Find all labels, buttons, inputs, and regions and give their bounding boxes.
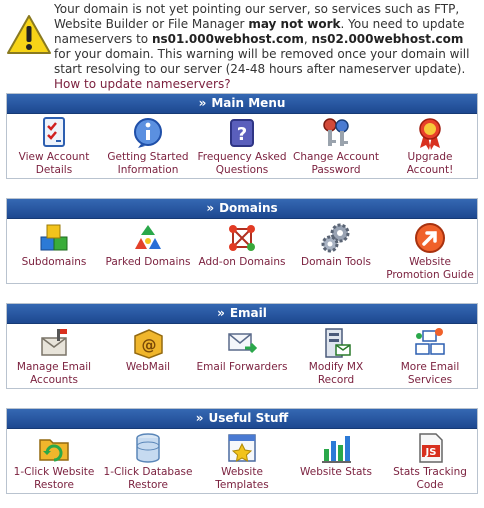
menu-item-label: Modify MX Record [308,361,364,386]
menu-item-manage-email-accounts[interactable] [7,324,101,390]
database-restore-icon [131,431,165,465]
svg-text:?: ? [236,124,248,145]
useful-stuff-items [7,429,477,495]
useful-stuff-header [7,409,477,429]
email-panel [6,303,478,389]
menu-item-upgrade-account[interactable] [383,114,477,180]
domains-items [7,219,477,285]
menu-item-parked-domains[interactable] [101,219,195,285]
menu-item-label: 1-Click Database Restore [103,466,193,491]
menu-item-stats-tracking-code[interactable] [383,429,477,495]
server-mail-icon [319,326,353,360]
menu-item-1-click-database-restore[interactable] [101,429,195,495]
svg-text:JS: JS [425,447,437,458]
warning-message [54,2,480,92]
double-chevron-icon: » [198,96,207,110]
menu-item-change-account-password[interactable] [289,114,383,180]
js-file-icon [413,431,447,465]
at-book-icon [131,326,165,360]
menu-item-label: Frequency Asked Questions [197,151,287,176]
main-menu-items [7,114,477,180]
warning-text-part: for your domain. This warning will be removed once your domain will start resolving to our server (24-48 hours after nameserver update). [54,47,470,76]
warning-emphasis: may not work [248,17,341,31]
menu-item-website-templates[interactable] [195,429,289,495]
menu-item-label: Website Stats [300,466,372,478]
info-icon [131,116,165,150]
network-icon [225,221,259,255]
section-title: Email [229,306,267,320]
menu-item-subdomains[interactable] [7,219,101,285]
domains-panel [6,198,478,284]
mailbox-icon [37,326,71,360]
envelope-forward-icon [225,326,259,360]
nameserver-1: ns01.000webhost.com [151,32,304,46]
email-header [7,304,477,324]
section-title: Useful Stuff [208,411,289,425]
menu-item-label: Change Account Password [293,151,379,176]
menu-item-frequency-asked-questions[interactable] [195,114,289,180]
menu-item-label: Upgrade Account! [406,151,454,176]
folder-restore-icon [37,431,71,465]
menu-item-label: 1-Click Website Restore [13,466,95,491]
email-items [7,324,477,390]
menu-item-add-on-domains[interactable] [195,219,289,285]
menu-item-domain-tools[interactable] [289,219,383,285]
menu-item-label: More Email Services [400,361,460,386]
template-icon [225,431,259,465]
domains-header [7,199,477,219]
section-title: Domains [219,201,278,215]
svg-text:@: @ [141,336,157,354]
envelopes-network-icon [413,326,447,360]
warning-separator: , [303,32,312,46]
keys-icon [319,116,353,150]
menu-item-label: Parked Domains [105,256,191,268]
menu-item-webmail[interactable] [101,324,195,390]
how-to-update-nameservers-link[interactable]: How to update nameservers? [54,77,231,91]
nameserver-2: ns02.000webhost.com [311,32,464,46]
menu-item-label: Add-on Domains [198,256,286,268]
warning-icon [6,14,52,56]
menu-item-view-account-details[interactable] [7,114,101,180]
menu-item-label: WebMail [125,361,171,373]
useful-stuff-panel [6,408,478,494]
menu-item-label: Subdomains [21,256,87,268]
warning-text-part: . You need to update nameservers to [54,17,465,46]
menu-item-label: Domain Tools [301,256,371,268]
menu-item-label: Website Promotion Guide [386,256,474,281]
menu-item-label: Getting Started Information [107,151,189,176]
main-menu-header [7,94,477,114]
menu-item-1-click-website-restore[interactable] [7,429,101,495]
nameserver-warning [0,0,484,91]
menu-item-website-stats[interactable] [289,429,383,495]
double-chevron-icon: » [206,201,215,215]
gears-icon [319,221,353,255]
menu-item-label: View Account Details [18,151,90,176]
stats-chart-icon [319,431,353,465]
menu-item-getting-started-information[interactable] [101,114,195,180]
award-ribbon-icon [413,116,447,150]
menu-item-more-email-services[interactable] [383,324,477,390]
double-chevron-icon: » [217,306,225,320]
menu-item-label: Website Templates [215,466,269,491]
main-menu-panel [6,93,478,179]
menu-item-label: Stats Tracking Code [393,466,467,491]
checklist-icon [37,116,71,150]
double-chevron-icon: » [195,411,204,425]
recycle-icon [131,221,165,255]
menu-item-label: Email Forwarders [196,361,288,373]
cubes-icon [37,221,71,255]
menu-item-modify-mx-record[interactable] [289,324,383,390]
section-title: Main Menu [211,96,286,110]
menu-item-email-forwarders[interactable] [195,324,289,390]
menu-item-label: Manage Email Accounts [16,361,92,386]
question-icon [225,116,259,150]
arrow-circle-icon [413,221,447,255]
warning-text-part: Your domain is not yet pointing our server, so services such as FTP, Website Builder or File Manager [54,2,460,31]
menu-item-website-promotion-guide[interactable] [383,219,477,285]
